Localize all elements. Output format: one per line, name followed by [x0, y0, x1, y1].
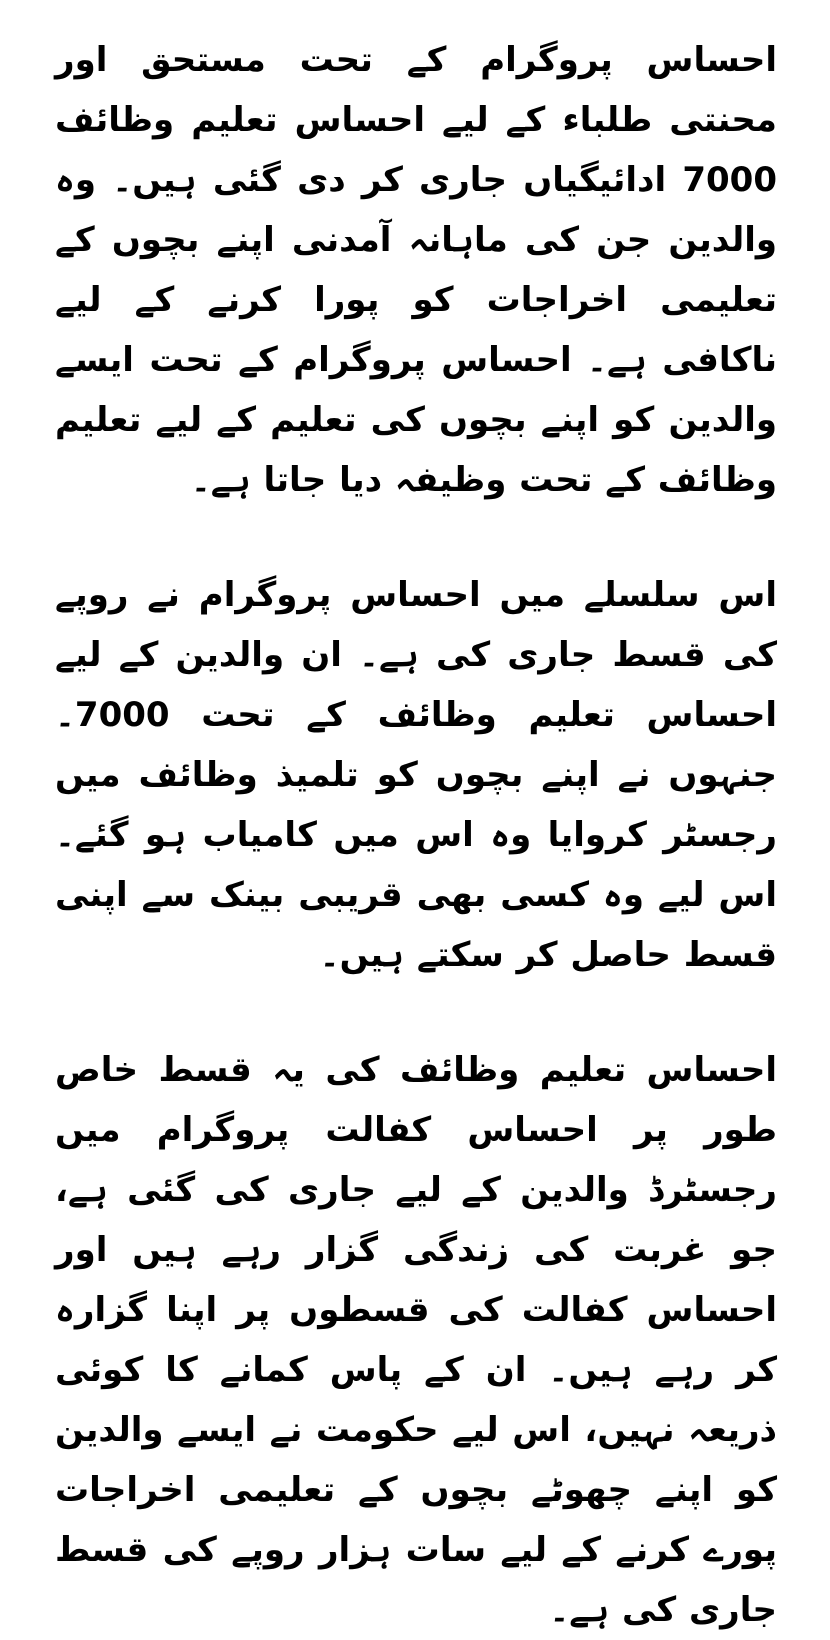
article-body	[55, 30, 777, 1640]
paragraph-kafalat-eligibility: احساس تعلیم وظائف کی یہ قسط خاص طور پر احساس کفالت پروگرام میں رجسٹرڈ والدین کے لیے جاری کی گئی ہے، جو غربت کی زندگی گزار رہے ہیں اور احساس کفالت کی قسطوں پر اپنا گزارہ کر رہے ہیں۔ ان کے پاس کمانے کا کوئی ذریعہ نہیں، اس لیے حکومت نے ایسے والدین کو اپنے چھوٹے بچوں کے تعلیمی اخراجات پورے کرنے کے لیے سات ہزار روپے کی قسط جاری کی ہے۔	[55, 1050, 777, 1630]
paragraph-ehsaas-scholarship-intro: احساس پروگرام کے تحت مستحق اور محنتی طلباء کے لیے احساس تعلیم وظائف 7000 ادائیگیاں جاری کر دی گئی ہیں۔ وہ والدین جن کی ماہانہ آمدنی اپنے بچوں کے تعلیمی اخراجات کو پورا کرنے کے لیے ناکافی ہے۔ احساس پروگرام کے تحت ایسے والدین کو اپنے بچوں کی تعلیم کے لیے تعلیم وظائف کے تحت وظیفہ دیا جاتا ہے۔	[55, 40, 777, 500]
paragraph-installment-release: اس سلسلے میں احساس پروگرام نے روپے کی قسط جاری کی ہے۔ ان والدین کے لیے احساس تعلیم وظائف کے تحت 7000۔ جنہوں نے اپنے بچوں کو تلمیذ وظائف میں رجسٹر کروایا وہ اس میں کامیاب ہو گئے۔ اس لیے وہ کسی بھی قریبی بینک سے اپنی قسط حاصل کر سکتے ہیں۔	[55, 575, 777, 975]
